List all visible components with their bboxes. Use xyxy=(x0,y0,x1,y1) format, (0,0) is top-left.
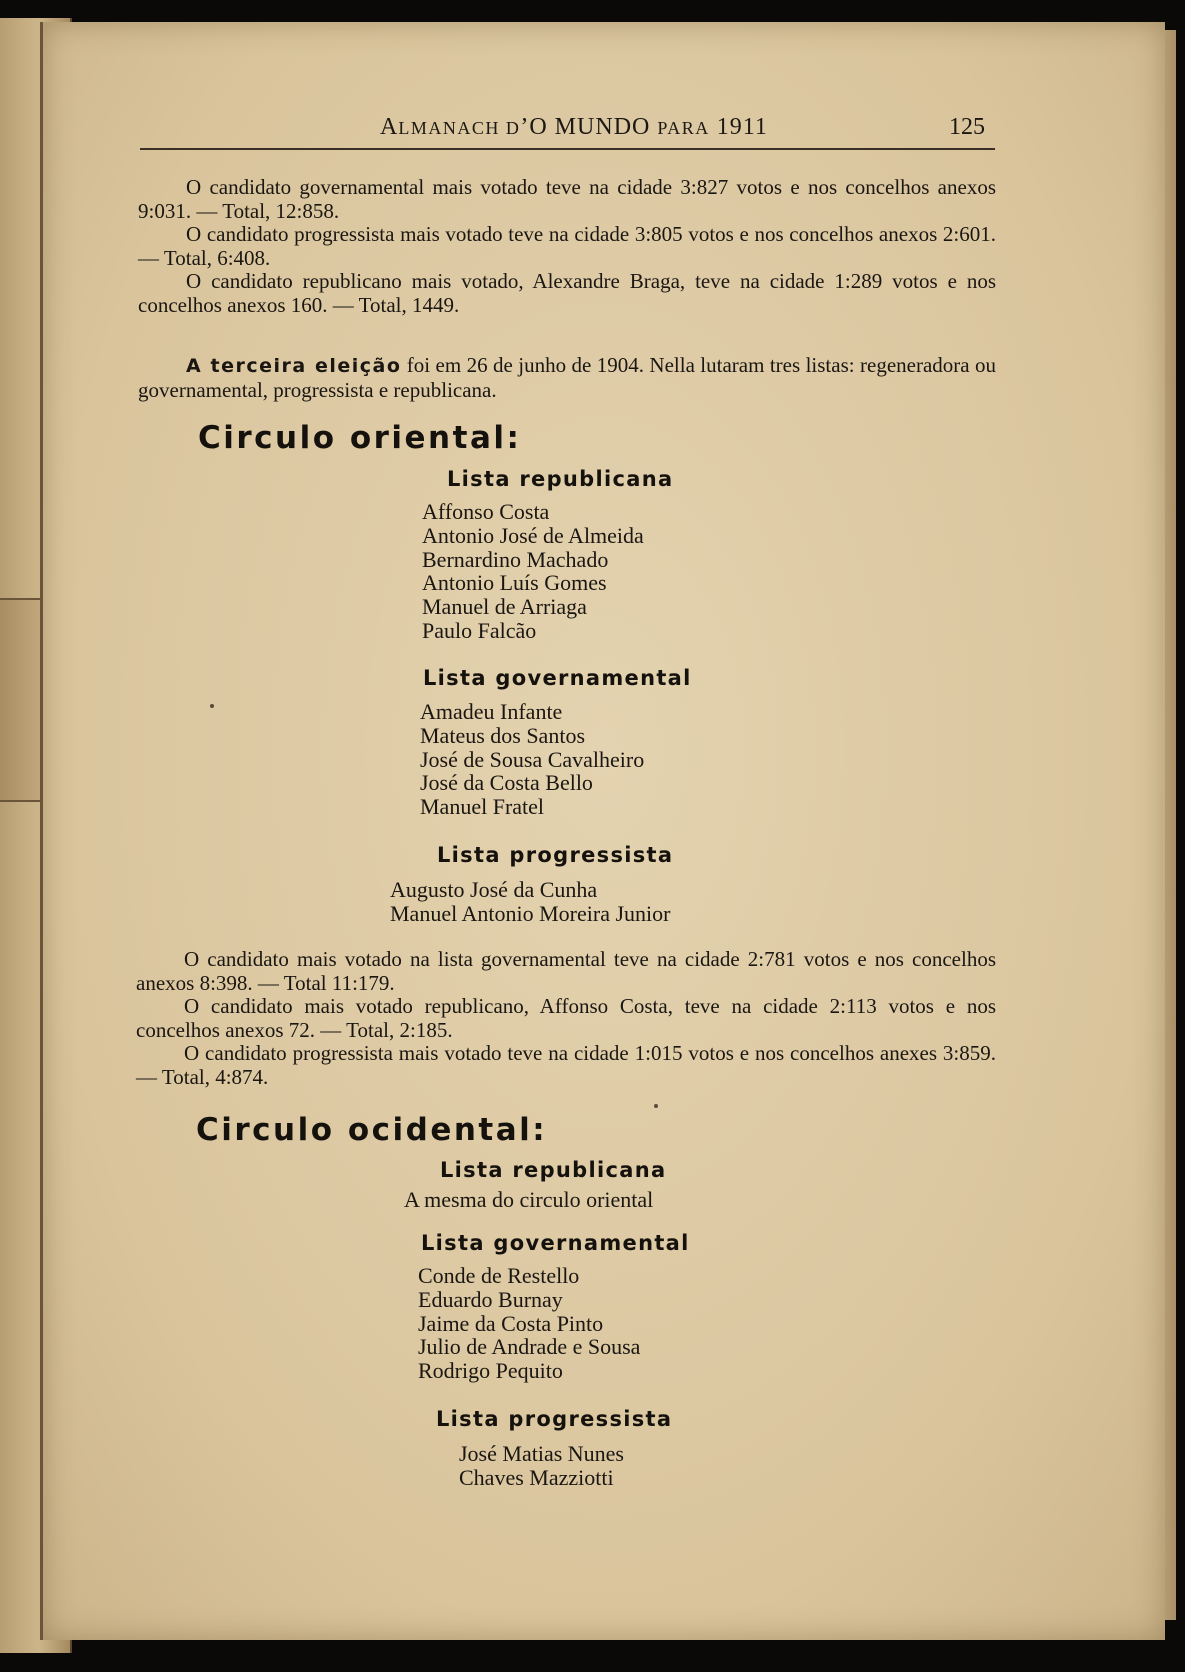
lista-republicana-names xyxy=(422,500,644,643)
circulo-ocidental-heading: Circulo ocidental: xyxy=(196,1112,548,1148)
candidate-name: Antonio Luís Gomes xyxy=(422,570,607,596)
lista-republicana-heading: Lista republicana xyxy=(440,1158,667,1182)
candidate-name: Paulo Falcão xyxy=(422,617,537,643)
paragraph: O candidato republicano mais votado, Alexandre Braga, teve na cidade 1:289 votos e nos concelhos anexos 160. — Total, 1449. xyxy=(138,269,996,317)
ink-speck xyxy=(654,1104,658,1108)
paragraph: O candidato mais votado na lista governamental teve na cidade 2:781 votos e nos concelhos anexos 8:398. — Total 11:179. xyxy=(136,947,996,995)
lista-governamental-names xyxy=(418,1264,640,1383)
paragraph: O candidato mais votado republicano, Affonso Costa, teve na cidade 2:113 votos e nos concelhos anexos 72. — Total, 2:185. xyxy=(136,994,996,1042)
candidate-name: Amadeu Infante xyxy=(420,699,563,724)
candidate-name: Augusto José da Cunha xyxy=(390,877,598,902)
candidate-name: Mateus dos Santos xyxy=(420,722,585,748)
candidate-name: Antonio José de Almeida xyxy=(422,522,644,548)
page-number: 125 xyxy=(949,114,985,140)
paragraph: O candidato progressista mais votado teve na cidade 1:015 votos e nos concelhos anexes 3:859. — Total, 4:874. xyxy=(136,1041,996,1089)
candidate-name: Manuel de Arriaga xyxy=(422,594,587,620)
lista-progressista-heading: Lista progressista xyxy=(437,843,674,867)
candidate-name: Eduardo Burnay xyxy=(418,1286,563,1312)
candidate-name: Chaves Mazziotti xyxy=(459,1464,614,1490)
candidate-name: Manuel Antonio Moreira Junior xyxy=(390,900,671,926)
circulo-oriental-heading: Circulo oriental: xyxy=(198,420,522,456)
candidate-name: Rodrigo Pequito xyxy=(418,1358,563,1384)
running-header xyxy=(140,108,995,148)
lista-progressista-names xyxy=(459,1442,624,1490)
lista-governamental-heading: Lista governamental xyxy=(423,666,692,690)
lista-republicana-heading: Lista republicana xyxy=(447,467,674,491)
terceira-paragraph xyxy=(138,354,996,402)
lista-progressista-heading: Lista progressista xyxy=(436,1407,673,1431)
paragraph: O candidato progressista mais votado teve na cidade 3:805 votos e nos concelhos anexos 2:601. — Total, 6:408. xyxy=(138,222,996,270)
note-text: A mesma do circulo oriental xyxy=(404,1187,654,1212)
paragraph-text: foi em 26 de junho de 1904. Nella lutaram tres listas: regeneradora ou governamental, progressista e republicana. xyxy=(138,353,996,402)
header-rule xyxy=(140,148,995,150)
candidate-name: Affonso Costa xyxy=(422,499,550,524)
lista-governamental-heading: Lista governamental xyxy=(421,1231,690,1255)
section-lead: A terceira eleição xyxy=(186,355,402,377)
candidate-name: Jaime da Costa Pinto xyxy=(418,1310,604,1336)
candidate-name: José Matias Nunes xyxy=(459,1441,624,1466)
candidate-name: Manuel Fratel xyxy=(420,794,545,820)
lista-republicana-note xyxy=(404,1188,653,1212)
paragraph: O candidato governamental mais votado teve na cidade 3:827 votos e nos concelhos anexos 9:031. — Total, 12:858. xyxy=(138,175,996,223)
lista-progressista-names xyxy=(390,878,670,926)
lista-governamental-names xyxy=(420,700,644,819)
ink-speck xyxy=(210,704,214,708)
paragraph-block-1 xyxy=(138,176,996,317)
candidate-name: Julio de Andrade e Sousa xyxy=(418,1334,641,1360)
candidate-name: José da Costa Bello xyxy=(420,770,593,796)
candidate-name: Bernardino Machado xyxy=(422,546,609,572)
paragraph-block-2 xyxy=(136,948,996,1089)
candidate-name: José de Sousa Cavalheiro xyxy=(420,746,645,772)
running-title: ALMANACH D’O MUNDO PARA 1911 xyxy=(380,114,768,140)
candidate-name: Conde de Restello xyxy=(418,1263,580,1288)
